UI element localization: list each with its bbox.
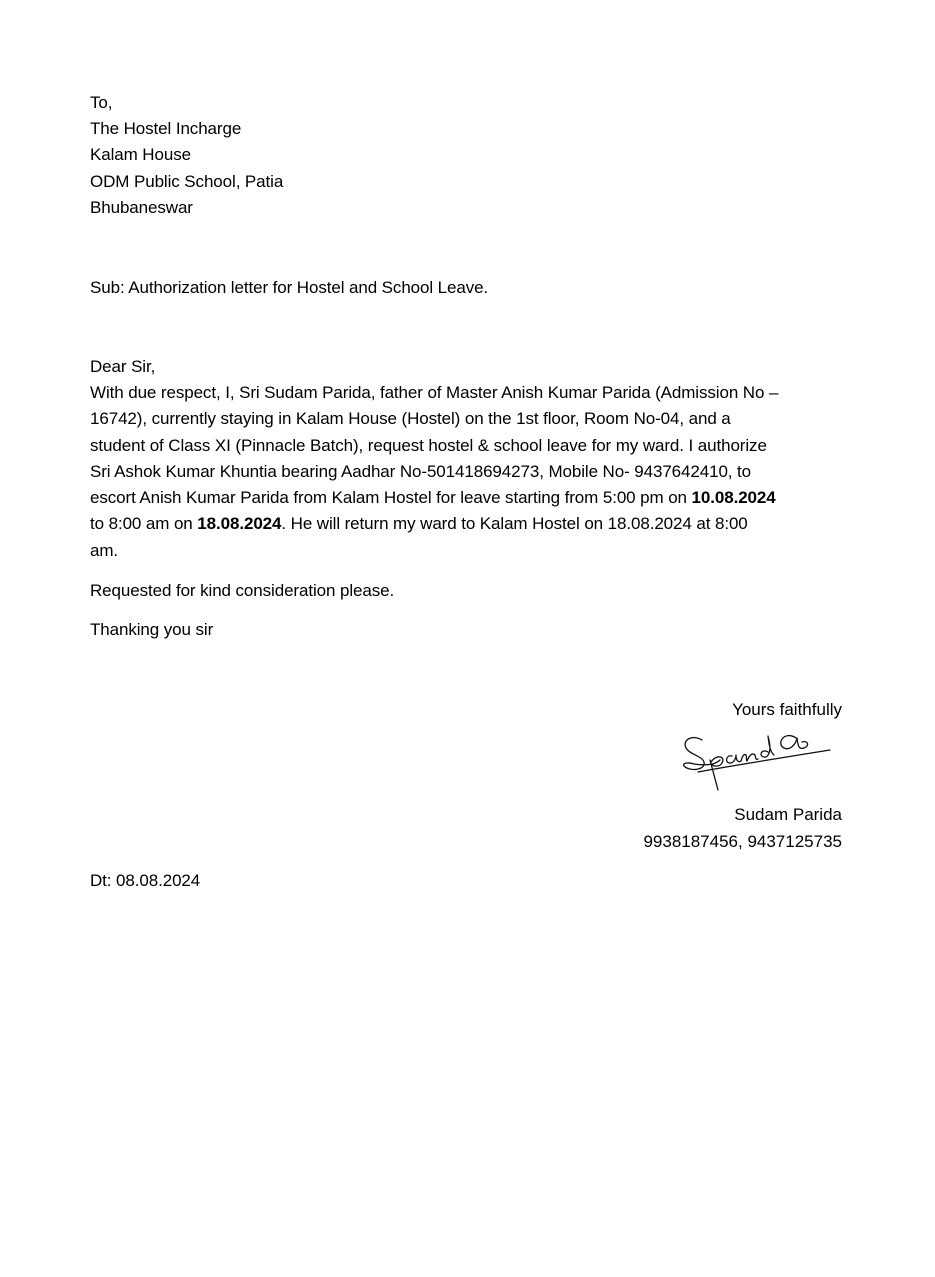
greeting: Dear Sir, <box>90 357 156 376</box>
body-line-3: student of Class XI (Pinnacle Batch), request hostel & school leave for my ward. I authorize <box>90 436 767 455</box>
address-line-3: ODM Public School, Patia <box>90 172 284 191</box>
request-line: Requested for kind consideration please. <box>90 581 395 600</box>
body-line-6-post: . He will return my ward to Kalam Hostel on 18.08.2024 at 8:00 <box>281 514 748 533</box>
body-line-4: Sri Ashok Kumar Khuntia bearing Aadhar No-501418694273, Mobile No- 9437642410, to <box>90 462 752 481</box>
subject-line: Sub: Authorization letter for Hostel and School Leave. <box>90 278 489 297</box>
letter-date: Dt: 08.08.2024 <box>90 871 201 890</box>
body-line-2: 16742), currently staying in Kalam House (Hostel) on the 1st floor, Room No-04, and a <box>90 409 731 428</box>
body-line-6-pre: to 8:00 am on <box>90 514 198 533</box>
body-line-6 <box>90 514 748 534</box>
body-line-7: am. <box>90 541 119 560</box>
body-line-5 <box>90 488 776 508</box>
address-to: To, <box>90 93 113 112</box>
address-line-2: Kalam House <box>90 145 191 164</box>
leave-start-date: 10.08.2024 <box>691 488 776 507</box>
thanks-line: Thanking you sir <box>90 620 214 639</box>
valediction: Yours faithfully <box>732 700 842 719</box>
sender-name: Sudam Parida <box>734 805 842 824</box>
signature-icon <box>680 726 832 798</box>
leave-end-date: 18.08.2024 <box>197 514 282 533</box>
address-line-4: Bhubaneswar <box>90 198 193 217</box>
body-line-5-text: escort Anish Kumar Parida from Kalam Hostel for leave starting from 5:00 pm on <box>90 488 692 507</box>
body-line-1: With due respect, I, Sri Sudam Parida, father of Master Anish Kumar Parida (Admission No – <box>90 383 779 402</box>
address-line-1: The Hostel Incharge <box>90 119 242 138</box>
sender-phones: 9938187456, 9437125735 <box>643 832 842 851</box>
